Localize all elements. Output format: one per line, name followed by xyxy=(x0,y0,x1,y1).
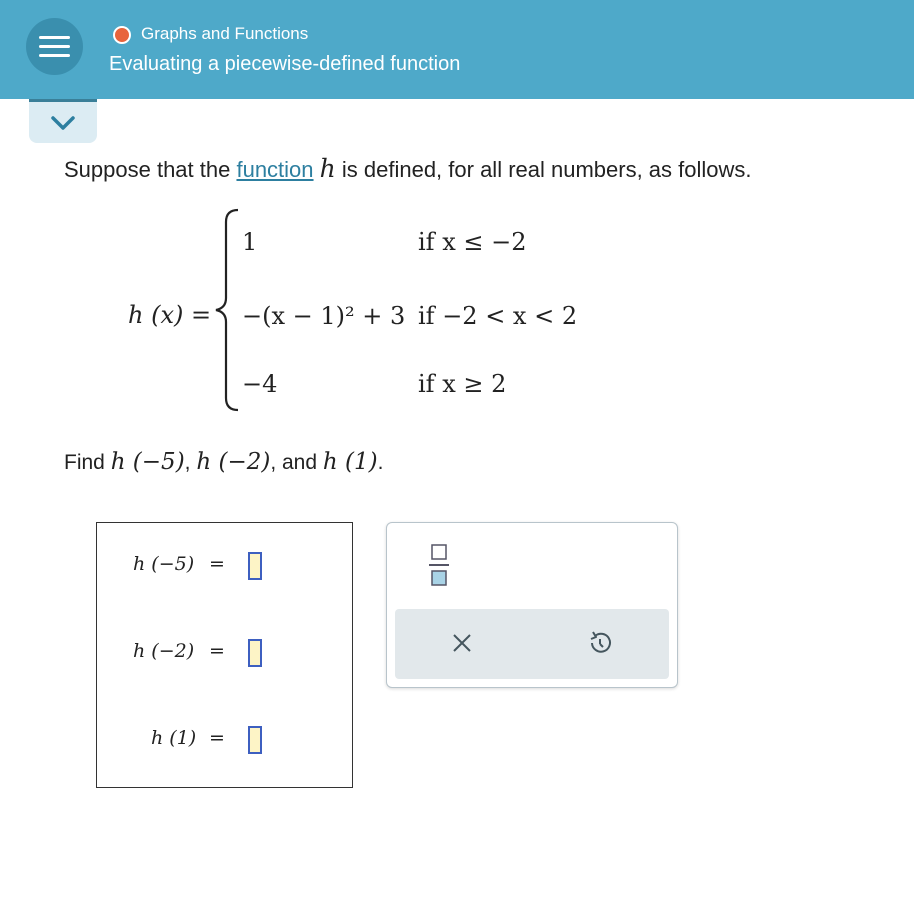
menu-button[interactable] xyxy=(26,18,83,75)
answer-equals: = xyxy=(209,640,225,662)
piece-2-cond: if −2 < x < 2 xyxy=(418,302,578,330)
find-separator: , xyxy=(184,451,197,474)
find-label: Find xyxy=(64,451,111,474)
find-instruction xyxy=(64,449,383,475)
topic-label: Graphs and Functions xyxy=(141,24,309,43)
piece-1-expr: 1 xyxy=(242,228,258,256)
chevron-down-icon xyxy=(50,114,76,132)
math-tool-panel xyxy=(386,522,678,688)
answer-equals: = xyxy=(209,553,225,575)
expand-button[interactable] xyxy=(29,99,97,143)
left-brace xyxy=(212,208,242,412)
answer-input-h-neg5[interactable] xyxy=(248,552,262,580)
answer-label: h (−2) xyxy=(133,640,195,662)
answer-input-h-1[interactable] xyxy=(248,726,262,754)
piecewise-lhs: h (x) = xyxy=(128,301,212,329)
answer-label: h (1) xyxy=(151,727,197,749)
problem-intro xyxy=(64,154,752,183)
piece-3-cond: if x ≥ 2 xyxy=(418,370,507,398)
find-item: h (−2) xyxy=(196,449,271,475)
fraction-button[interactable] xyxy=(427,543,451,589)
intro-text-end: is defined, for all real numbers, as follows. xyxy=(335,157,752,182)
answer-label: h (−5) xyxy=(133,553,195,575)
find-item: h (−5) xyxy=(110,449,185,475)
hamburger-menu-icon xyxy=(39,36,70,39)
hamburger-menu-icon-line xyxy=(39,45,70,48)
function-link[interactable]: function xyxy=(236,157,314,182)
intro-text: Suppose that the xyxy=(64,157,237,182)
close-icon xyxy=(450,631,474,655)
piece-2-expr: −(x − 1)² + 3 xyxy=(242,302,406,330)
function-variable: h xyxy=(319,154,336,183)
answer-equals: = xyxy=(209,727,225,749)
undo-icon xyxy=(587,630,613,656)
tool-action-bar xyxy=(395,609,669,679)
undo-button[interactable] xyxy=(587,630,613,656)
header-bar xyxy=(0,0,914,99)
clear-button[interactable] xyxy=(450,631,474,655)
topic-status-dot xyxy=(113,26,131,44)
find-item: h (1) xyxy=(322,449,378,475)
hamburger-menu-icon-line xyxy=(39,54,70,57)
find-end: . xyxy=(377,451,384,474)
find-separator: , and xyxy=(270,451,323,474)
fraction-icon xyxy=(427,543,451,589)
answer-area xyxy=(96,522,353,788)
answer-input-h-neg2[interactable] xyxy=(248,639,262,667)
piece-1-cond: if x ≤ −2 xyxy=(418,228,527,256)
page-title: Evaluating a piecewise-defined function xyxy=(109,53,461,75)
piece-3-expr: −4 xyxy=(242,370,278,398)
